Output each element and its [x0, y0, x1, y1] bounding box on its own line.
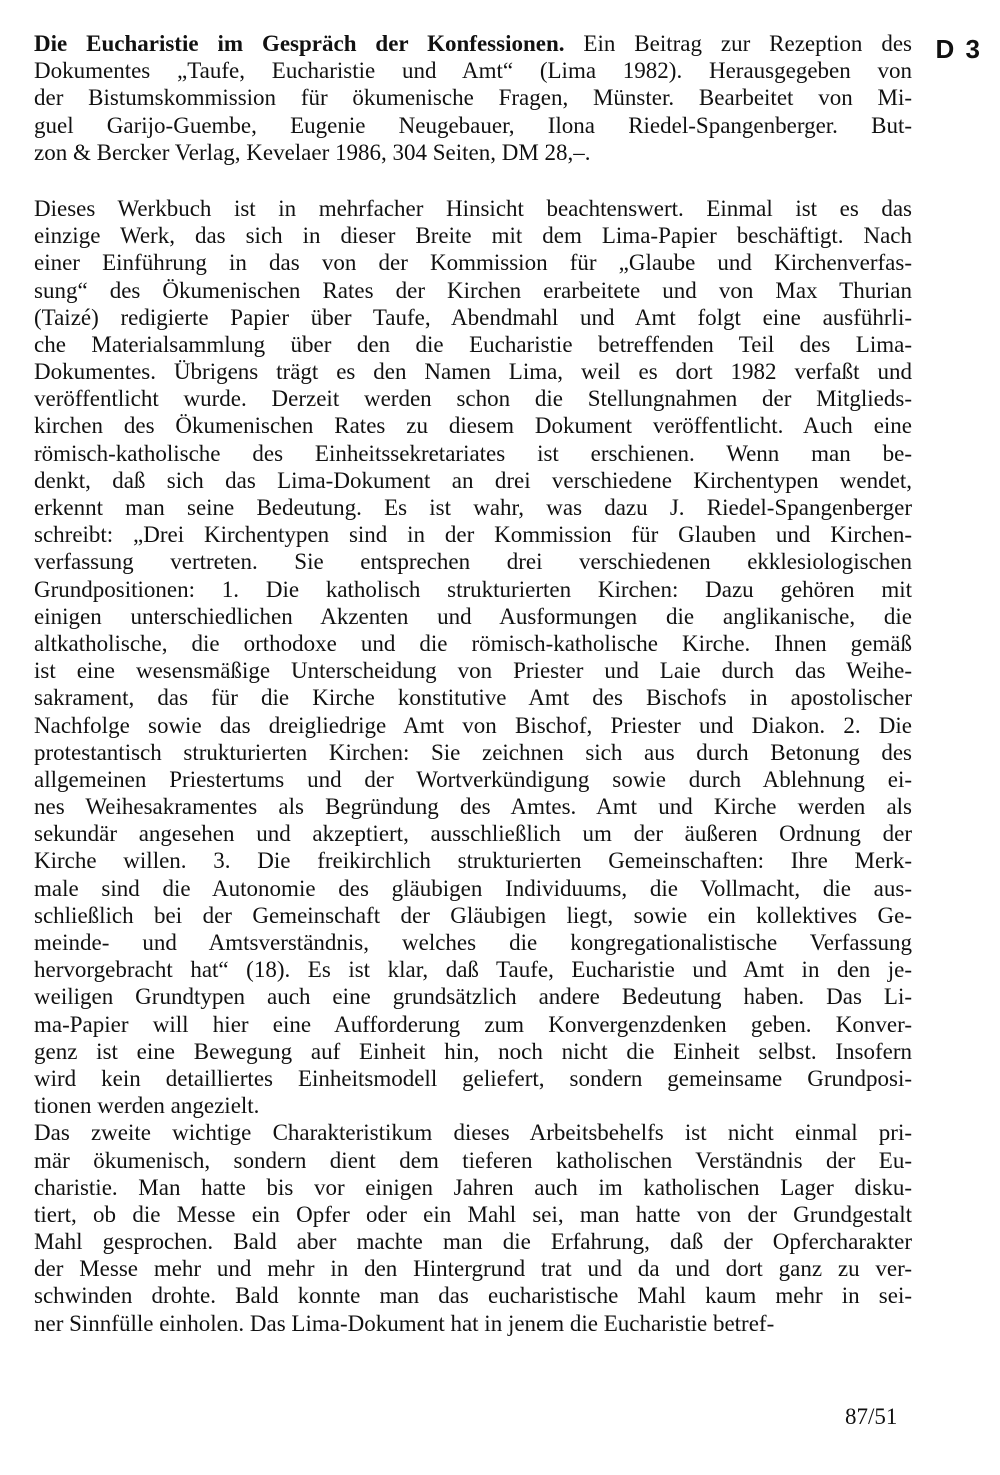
body-line: sakrament, das für die Kirche konstitutive Amt des Bischofs in apostolischer	[34, 685, 912, 711]
header-line: zon & Bercker Verlag, Kevelaer 1986, 304 Seiten, DM 28,–.	[34, 139, 591, 165]
body-line: genz ist eine Bewegung auf Einheit hin, noch nicht die Einheit selbst. Insofern	[34, 1038, 912, 1064]
body-line: der Messe mehr und mehr in den Hintergrund trat und da und dort ganz zu ver-	[34, 1256, 912, 1282]
body-line: che Materialsammlung über den die Eucharistie betreffenden Teil des Lima-	[34, 331, 912, 357]
body-line: Das zweite wichtige Charakteristikum dieses Arbeitsbehelfs ist nicht einmal pri-	[34, 1120, 912, 1146]
body-line: Grundpositionen: 1. Die katholisch strukturierten Kirchen: Dazu gehören mit	[34, 576, 912, 602]
body-line: altkatholische, die orthodoxe und die römisch-katholische Kirche. Ihnen gemäß	[34, 630, 912, 656]
body-line: einer Einführung in das von der Kommission für „Glaube und Kirchenverfas-	[34, 250, 912, 276]
body-line: meinde- und Amtsverständnis, welches die kongregationalistische Verfassung	[34, 930, 912, 955]
body-line: sekundär angesehen und akzeptiert, ausschließlich um der äußeren Ordnung der	[34, 821, 912, 847]
body-line: schwinden drohte. Bald konnte man das eucharistische Mahl kaum mehr in sei-	[34, 1283, 912, 1309]
header-line: der Bistumskommission für ökumenische Fragen, Münster. Bearbeitet von Mi-	[34, 85, 912, 111]
header-line	[34, 30, 912, 57]
body-line: ma-Papier will hier eine Aufforderung zum Konvergenzdenken geben. Konver-	[34, 1011, 912, 1037]
paragraph-gap	[34, 166, 912, 195]
body-line: Nachfolge sowie das dreigliedrige Amt von Bischof, Priester und Diakon. 2. Die	[34, 712, 912, 738]
body-line: einzige Werk, das sich in dieser Breite mit dem Lima-Papier beschäftigt. Nach	[34, 223, 912, 249]
header-line-text: Ein Beitrag zur Rezeption des	[564, 31, 912, 56]
page-number: 87/51	[845, 1404, 898, 1429]
body-line: mär ökumenisch, sondern dient dem tieferen katholischen Verständnis der Eu-	[34, 1147, 912, 1173]
body-line: weiligen Grundtypen auch eine grundsätzlich andere Bedeutung haben. Das Li-	[34, 984, 912, 1010]
body-line: wird kein detailliertes Einheitsmodell geliefert, sondern gemeinsame Grundposi-	[34, 1065, 912, 1091]
review-body	[34, 195, 912, 1337]
review-header	[34, 30, 912, 166]
body-line: tionen werden angezielt.	[34, 1093, 260, 1119]
section-tag: D 3	[935, 34, 982, 64]
header-line: Dokumentes „Taufe, Eucharistie und Amt“ (Lima 1982). Herausgegeben von	[34, 58, 912, 84]
body-line: römisch-katholische des Einheitssekretariates ist erschienen. Wenn man be-	[34, 440, 912, 466]
body-line: male sind die Autonomie des gläubigen Individuums, die Vollmacht, die aus-	[34, 875, 912, 901]
body-line: Dieses Werkbuch ist in mehrfacher Hinsicht beachtenswert. Einmal ist es das	[34, 195, 912, 221]
body-line: erkennt man seine Bedeutung. Es ist wahr, was dazu J. Riedel-Spangenberger	[34, 495, 912, 520]
body-line: denkt, daß sich das Lima-Dokument an drei verschiedene Kirchentypen wendet,	[34, 467, 912, 493]
body-line: nes Weihesakramentes als Begründung des Amtes. Amt und Kirche werden als	[34, 794, 912, 820]
body-line: ist eine wesensmäßige Unterscheidung von Priester und Laie durch das Weihe-	[34, 658, 912, 684]
body-line: einigen unterschiedlichen Akzenten und Ausformungen die anglikanische, die	[34, 603, 912, 629]
body-line: schreibt: „Drei Kirchentypen sind in der Kommission für Glauben und Kirchen-	[34, 522, 912, 548]
body-line: verfassung vertreten. Sie entsprechen drei verschiedenen ekklesiologischen	[34, 549, 912, 575]
body-line: kirchen des Ökumenischen Rates zu diesem Dokument veröffentlicht. Auch eine	[34, 413, 912, 439]
body-line: Dokumentes. Übrigens trägt es den Namen Lima, weil es dort 1982 verfaßt und	[34, 359, 912, 385]
review-page	[34, 30, 912, 1337]
body-line: charistie. Man hatte bis vor einigen Jahren auch im katholischen Lager disku-	[34, 1174, 912, 1200]
body-line: protestantisch strukturierten Kirchen: Sie zeichnen sich aus durch Betonung des	[34, 739, 912, 765]
body-line: tiert, ob die Messe ein Opfer oder ein Mahl sei, man hatte von der Grundgestalt	[34, 1201, 912, 1227]
body-line: (Taizé) redigierte Papier über Taufe, Abendmahl und Amt folgt eine ausführli-	[34, 304, 912, 330]
body-line: hervorgebracht hat“ (18). Es ist klar, daß Taufe, Eucharistie und Amt in den je-	[34, 957, 912, 983]
body-line: Kirche willen. 3. Die freikirchlich strukturierten Gemeinschaften: Ihre Merk-	[34, 848, 912, 874]
body-line: ner Sinnfülle einholen. Das Lima-Dokument hat in jenem die Eucharistie betref-	[34, 1310, 775, 1336]
header-line: guel Garijo-Guembe, Eugenie Neugebauer, Ilona Riedel-Spangenberger. But-	[34, 112, 912, 138]
body-line: Mahl gesprochen. Bald aber machte man die Erfahrung, daß der Opfercharakter	[34, 1229, 912, 1255]
body-line: schließlich bei der Gemeinschaft der Gläubigen liegt, sowie ein kollektives Ge-	[34, 902, 912, 928]
body-line: allgemeinen Priestertums und der Wortverkündigung sowie durch Ablehnung ei-	[34, 766, 912, 792]
body-line: sung“ des Ökumenischen Rates der Kirchen erarbeitete und von Max Thurian	[34, 277, 912, 303]
book-title: Die Eucharistie im Gespräch der Konfessionen.	[34, 31, 565, 56]
body-line: veröffentlicht wurde. Derzeit werden schon die Stellungnahmen der Mitglieds-	[34, 386, 912, 412]
